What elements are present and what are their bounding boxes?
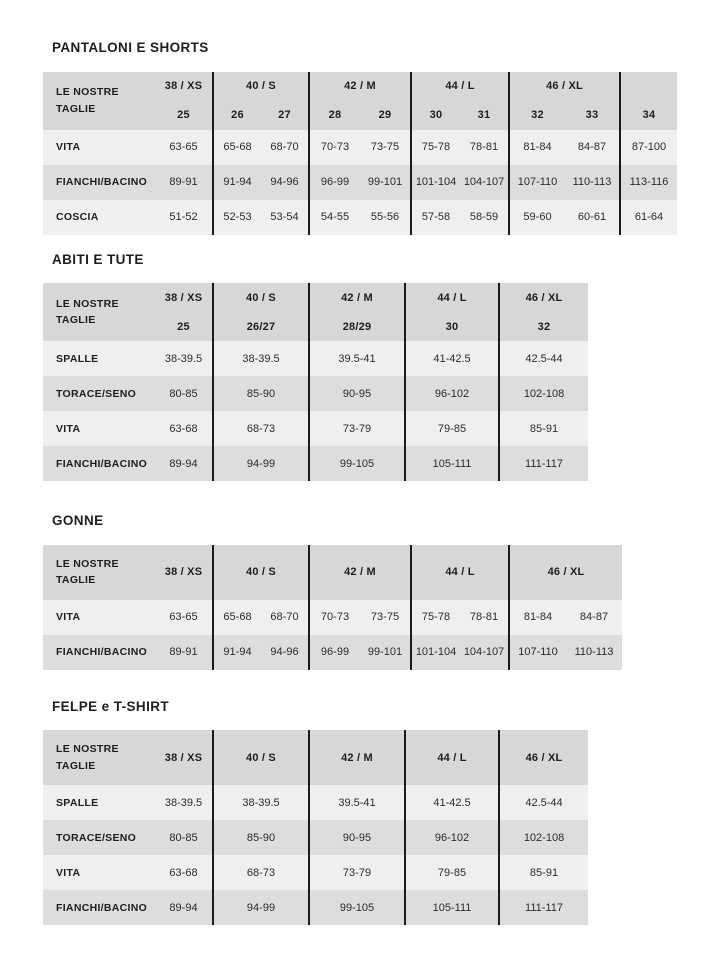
- measure-value: 99-101: [367, 646, 403, 658]
- size-group-label: 44 / L: [411, 545, 509, 600]
- measure-value: 73-75: [370, 611, 400, 623]
- measure-value: 90-95: [309, 376, 405, 411]
- size-group-label: [620, 72, 677, 101]
- measure-value: 105-111: [405, 446, 499, 481]
- measure-value: 68-73: [213, 855, 309, 890]
- measure-value: 68-70: [270, 611, 299, 623]
- corner-label: LE NOSTRE TAGLIE: [43, 730, 155, 785]
- measure-value: 63-65: [169, 611, 198, 623]
- measure-label: FIANCHI/BACINO: [56, 176, 148, 188]
- measure-row: [43, 341, 588, 376]
- size-number: 30: [405, 312, 499, 341]
- section-pantaloni-e-shorts: [43, 41, 720, 235]
- size-number: 25: [155, 101, 213, 130]
- corner-label: LE NOSTRE TAGLIE: [43, 283, 155, 341]
- measure-value: 58-59: [469, 211, 499, 223]
- measure-value: 54-55: [309, 200, 360, 235]
- measure-value: 107-110: [509, 635, 566, 670]
- measure-value: 38-39.5: [164, 352, 203, 365]
- measure-value: 89-91: [169, 646, 198, 658]
- measure-value: 52-53: [213, 200, 261, 235]
- corner-label: LE NOSTRE TAGLIE: [43, 72, 155, 130]
- measure-value: 87-100: [620, 130, 677, 165]
- header-row: [43, 283, 588, 312]
- measure-value: 80-85: [169, 831, 198, 844]
- measure-label: SPALLE: [56, 352, 99, 365]
- measure-value: 79-85: [405, 855, 499, 890]
- measure-value: 94-99: [213, 890, 309, 925]
- measure-value: 79-85: [405, 411, 499, 446]
- size-group-label: 40 / S: [213, 545, 309, 600]
- measure-value: 105-111: [405, 890, 499, 925]
- size-table-pantaloni-e-shorts: [43, 72, 677, 235]
- measure-value: 57-58: [411, 200, 460, 235]
- measure-row: [43, 820, 588, 855]
- corner-label: LE NOSTRE TAGLIE: [43, 545, 155, 600]
- measure-value: 99-101: [367, 176, 403, 188]
- header-row: [43, 545, 622, 600]
- measure-value: 101-104: [411, 635, 460, 670]
- measure-value: 70-73: [309, 130, 360, 165]
- measure-value: 55-56: [370, 211, 400, 223]
- section-gonne: [43, 514, 720, 670]
- measure-value: 51-52: [169, 211, 198, 223]
- size-group-label: 38 / XS: [155, 545, 213, 600]
- size-number: 33: [565, 101, 620, 130]
- section-abiti-e-tute: [43, 253, 720, 482]
- size-number: 30: [411, 101, 460, 130]
- measure-value: 38-39.5: [164, 796, 203, 809]
- measure-value: 80-85: [169, 387, 198, 400]
- measure-value: 41-42.5: [405, 785, 499, 820]
- measure-row: [43, 165, 677, 200]
- measure-value: 61-64: [620, 200, 677, 235]
- size-number: 27: [261, 101, 309, 130]
- measure-value: 89-94: [169, 457, 198, 470]
- measure-label: COSCIA: [56, 211, 99, 223]
- measure-label: SPALLE: [56, 796, 99, 809]
- size-group-label: 40 / S: [213, 72, 309, 101]
- measure-value: 38-39.5: [213, 341, 309, 376]
- measure-value: 38-39.5: [213, 785, 309, 820]
- size-number: 26: [213, 101, 261, 130]
- size-group-label: 44 / L: [411, 72, 509, 101]
- measure-value: 63-68: [169, 866, 198, 879]
- measure-value: 104-107: [463, 176, 505, 188]
- measure-value: 60-61: [577, 211, 607, 223]
- measure-value: 68-70: [270, 141, 299, 153]
- measure-value: 91-94: [213, 635, 261, 670]
- measure-value: 78-81: [469, 611, 499, 623]
- measure-value: 94-96: [270, 646, 299, 658]
- size-group-label: 42 / M: [309, 545, 411, 600]
- measure-value: 99-105: [309, 890, 405, 925]
- size-group-label: 38 / XS: [155, 283, 213, 312]
- measure-value: 65-68: [213, 130, 261, 165]
- measure-row: [43, 411, 588, 446]
- size-group-label: 46 / XL: [499, 283, 588, 312]
- size-group-label: 38 / XS: [155, 730, 213, 785]
- size-group-label: 46 / XL: [509, 72, 620, 101]
- size-table-gonne: [43, 545, 622, 670]
- measure-value: 84-87: [577, 141, 607, 153]
- measure-label: FIANCHI/BACINO: [56, 646, 148, 658]
- measure-value: 111-117: [499, 446, 588, 481]
- measure-label: FIANCHI/BACINO: [56, 457, 148, 470]
- size-number: 31: [460, 101, 509, 130]
- measure-value: 73-79: [309, 855, 405, 890]
- measure-value: 63-65: [169, 141, 198, 153]
- measure-value: 81-84: [509, 600, 566, 635]
- size-group-label: 46 / XL: [509, 545, 622, 600]
- measure-value: 113-116: [620, 165, 677, 200]
- measure-value: 102-108: [499, 820, 588, 855]
- size-number: 29: [360, 101, 411, 130]
- size-number: 25: [155, 312, 213, 341]
- measure-value: 90-95: [309, 820, 405, 855]
- measure-value: 81-84: [509, 130, 565, 165]
- measure-value: 89-91: [169, 176, 198, 188]
- measure-value: 96-99: [309, 635, 360, 670]
- size-group-label: 44 / L: [405, 730, 499, 785]
- size-number: 28: [309, 101, 360, 130]
- measure-row: [43, 200, 677, 235]
- measure-value: 89-94: [169, 901, 198, 914]
- measure-value: 41-42.5: [405, 341, 499, 376]
- measure-value: 84-87: [579, 611, 609, 623]
- measure-row: [43, 376, 588, 411]
- measure-value: 99-105: [309, 446, 405, 481]
- size-group-label: 38 / XS: [155, 72, 213, 101]
- size-number: 34: [620, 101, 677, 130]
- section-felpe-e-tshirt: [43, 700, 720, 926]
- measure-value: 53-54: [270, 211, 299, 223]
- measure-value: 65-68: [213, 600, 261, 635]
- measure-label: VITA: [56, 611, 81, 623]
- measure-value: 68-73: [213, 411, 309, 446]
- header-row: [43, 72, 677, 101]
- measure-value: 91-94: [213, 165, 261, 200]
- measure-value: 39.5-41: [309, 785, 405, 820]
- measure-value: 96-102: [405, 820, 499, 855]
- measure-value: 42.5-44: [499, 785, 588, 820]
- measure-value: 73-79: [309, 411, 405, 446]
- measure-value: 111-117: [499, 890, 588, 925]
- measure-value: 39.5-41: [309, 341, 405, 376]
- size-number: 32: [499, 312, 588, 341]
- measure-value: 85-91: [499, 855, 588, 890]
- size-table-felpe-e-tshirt: [43, 730, 588, 925]
- section-title-gonne: GONNE: [52, 513, 104, 528]
- measure-value: 110-113: [572, 176, 612, 188]
- measure-value: 110-113: [574, 646, 614, 658]
- measure-value: 73-75: [370, 141, 400, 153]
- measure-label: FIANCHI/BACINO: [56, 901, 148, 914]
- header-row: [43, 730, 588, 785]
- measure-label: VITA: [56, 422, 81, 435]
- size-number: 28/29: [309, 312, 405, 341]
- size-group-label: 42 / M: [309, 283, 405, 312]
- measure-value: 94-96: [270, 176, 299, 188]
- measure-value: 85-91: [499, 411, 588, 446]
- measure-row: [43, 855, 588, 890]
- measure-row: [43, 446, 588, 481]
- measure-row: [43, 635, 622, 670]
- measure-row: [43, 130, 677, 165]
- section-title-pantaloni-e-shorts: PANTALONI E SHORTS: [52, 40, 209, 55]
- measure-value: 75-78: [411, 130, 460, 165]
- measure-value: 59-60: [509, 200, 565, 235]
- measure-value: 42.5-44: [499, 341, 588, 376]
- measure-value: 63-68: [169, 422, 198, 435]
- measure-value: 104-107: [463, 646, 505, 658]
- size-number: 32: [509, 101, 565, 130]
- section-title-felpe-e-tshirt: FELPE e T-SHIRT: [52, 698, 170, 714]
- measure-label: TORACE/SENO: [56, 387, 137, 400]
- measure-row: [43, 600, 622, 635]
- measure-label: TORACE/SENO: [56, 831, 137, 844]
- measure-value: 96-102: [405, 376, 499, 411]
- size-group-label: 44 / L: [405, 283, 499, 312]
- size-group-label: 42 / M: [309, 72, 411, 101]
- measure-value: 102-108: [499, 376, 588, 411]
- measure-value: 96-99: [309, 165, 360, 200]
- measure-row: [43, 785, 588, 820]
- measure-value: 78-81: [469, 141, 499, 153]
- size-number: 26/27: [213, 312, 309, 341]
- measure-value: 75-78: [411, 600, 460, 635]
- measure-value: 94-99: [213, 446, 309, 481]
- size-group-label: 40 / S: [213, 283, 309, 312]
- measure-value: 107-110: [509, 165, 565, 200]
- measure-label: VITA: [56, 866, 81, 879]
- measure-value: 101-104: [411, 165, 460, 200]
- size-group-label: 40 / S: [213, 730, 309, 785]
- size-table-abiti-e-tute: [43, 283, 588, 481]
- measure-label: VITA: [56, 141, 81, 153]
- measure-value: 85-90: [213, 376, 309, 411]
- measure-value: 70-73: [309, 600, 360, 635]
- measure-value: 85-90: [213, 820, 309, 855]
- size-group-label: 42 / M: [309, 730, 405, 785]
- size-group-label: 46 / XL: [499, 730, 588, 785]
- measure-row: [43, 890, 588, 925]
- section-title-abiti-e-tute: ABITI E TUTE: [52, 251, 144, 267]
